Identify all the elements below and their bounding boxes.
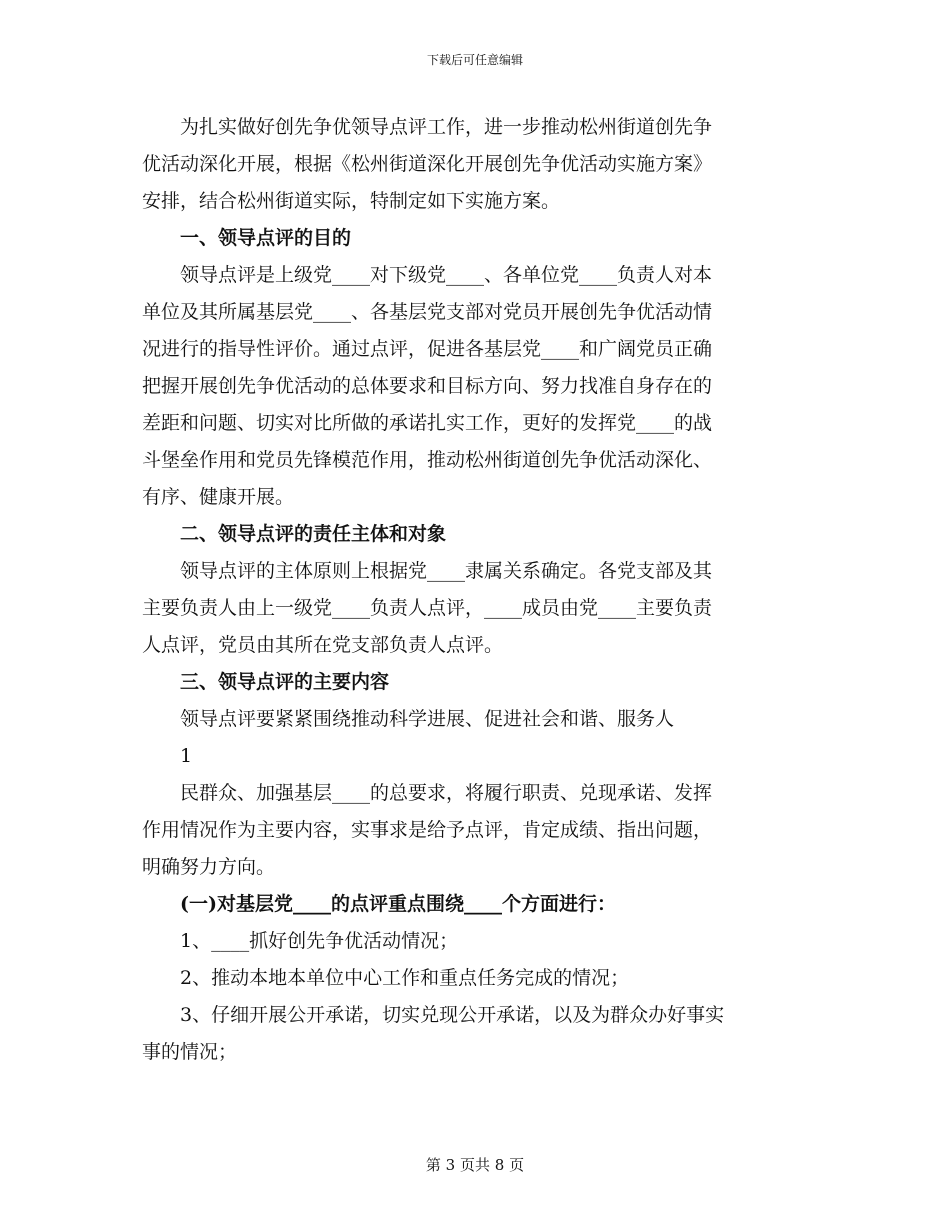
section-heading-1: 一、领导点评的目的 xyxy=(142,227,352,249)
paragraph-line: 领导点评的主体原则上根据党____隶属关系确定。各党支部及其 xyxy=(142,560,713,582)
subsection-heading: (一)对基层党____的点评重点围绕____个方面进行： xyxy=(142,893,616,915)
paragraph-line: 民群众、加强基层____的总要求，将履行职责、兑现承诺、发挥 xyxy=(142,782,713,804)
section-heading-2: 二、领导点评的责任主体和对象 xyxy=(142,523,447,545)
paragraph-line: 作用情况作为主要内容，实事求是给予点评，肯定成绩、指出问题， xyxy=(142,819,713,841)
paragraph-line: 况进行的指导性评价。通过点评，促进各基层党____和广阔党员正确 xyxy=(142,338,713,360)
list-item: 3、仔细开展公开承诺，切实兑现公开承诺，以及为群众办好事实 xyxy=(142,1004,725,1026)
paragraph-line: 把握开展创先争优活动的总体要求和目标方向、努力找准自身存在的 xyxy=(142,375,713,397)
paragraph-line: 主要负责人由上一级党____负责人点评，____成员由党____主要负责 xyxy=(142,597,713,619)
paragraph-line: 领导点评是上级党____对下级党____、各单位党____负责人对本 xyxy=(142,264,713,286)
inline-page-number: 1 xyxy=(142,745,193,767)
paragraph-line: 单位及其所属基层党____、各基层党支部对党员开展创先争优活动情 xyxy=(142,301,713,323)
paragraph-line: 优活动深化开展，根据《松州街道深化开展创先争优活动实施方案》 xyxy=(142,153,713,175)
list-item: 1、____抓好创先争优活动情况； xyxy=(142,930,459,952)
list-item: 2、推动本地本单位中心工作和重点任务完成的情况； xyxy=(142,967,630,989)
paragraph-line: 为扎实做好创先争优领导点评工作，进一步推动松州街道创先争 xyxy=(142,116,713,138)
list-item-continuation: 事的情况； xyxy=(142,1041,238,1063)
paragraph-line: 斗堡垒作用和党员先锋模范作用，推动松州街道创先争优活动深化、 xyxy=(142,449,713,471)
paragraph-line: 人点评，党员由其所在党支部负责人点评。 xyxy=(142,634,504,656)
section-heading-3: 三、领导点评的主要内容 xyxy=(142,671,390,693)
paragraph-line: 明确努力方向。 xyxy=(142,856,276,878)
paragraph-line: 差距和问题、切实对比所做的承诺扎实工作，更好的发挥党____的战 xyxy=(142,412,713,434)
paragraph-line: 领导点评要紧紧围绕推动科学进展、促进社会和谐、服务人 xyxy=(142,708,675,730)
page-header: 下载后可任意编辑 xyxy=(426,53,523,67)
paragraph-line: 有序、健康开展。 xyxy=(142,486,295,508)
paragraph-line: 安排，结合松州街道实际，特制定如下实施方案。 xyxy=(142,190,561,212)
page-footer: 第 3 页共 8 页 xyxy=(425,1156,525,1174)
